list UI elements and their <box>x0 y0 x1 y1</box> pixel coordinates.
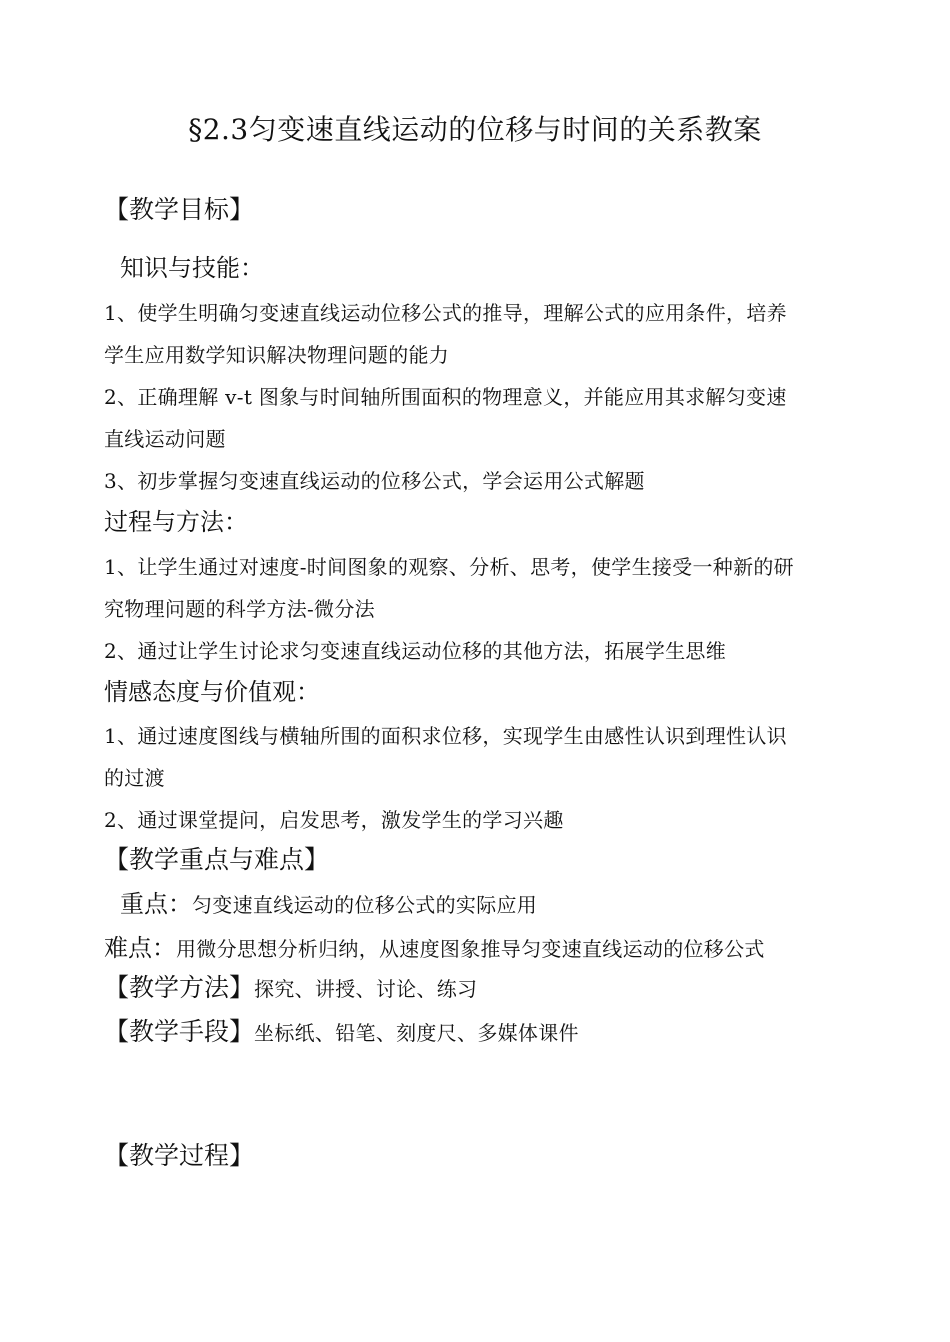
key-point-row <box>120 884 537 919</box>
emotion-item: 2、通过课堂提问，启发思考，激发学生的学习兴趣 <box>104 808 564 832</box>
page-title: §2.3匀变速直线运动的位移与时间的关系教案 <box>188 113 762 146</box>
difficult-point-label: 难点： <box>104 934 176 962</box>
knowledge-item: 1、使学生明确匀变速直线运动位移公式的推导，理解公式的应用条件，培养 <box>104 301 787 325</box>
method-heading: 【教学方法】 <box>104 973 255 1002</box>
objectives-heading: 【教学目标】 <box>104 195 255 224</box>
key-point-text: 匀变速直线运动的位移公式的实际应用 <box>192 893 538 917</box>
knowledge-heading: 知识与技能： <box>120 254 264 282</box>
key-points-heading: 【教学重点与难点】 <box>104 845 330 874</box>
emotion-item: 1、通过速度图线与横轴所围的面积求位移，实现学生由感性认识到理性认识 <box>104 724 787 748</box>
means-heading: 【教学手段】 <box>104 1017 255 1046</box>
process-item: 究物理问题的科学方法-微分法 <box>104 597 375 621</box>
teaching-process-heading: 【教学过程】 <box>104 1141 255 1170</box>
difficult-point-row <box>104 928 765 963</box>
means-row <box>104 1012 579 1048</box>
knowledge-item: 3、初步掌握匀变速直线运动的位移公式，学会运用公式解题 <box>104 469 645 493</box>
knowledge-item: 2、正确理解 v-t 图象与时间轴所围面积的物理意义，并能应用其求解匀变速 <box>104 385 787 409</box>
emotion-heading: 情感态度与价值观： <box>104 678 320 706</box>
method-row <box>104 968 477 1004</box>
method-text: 探究、讲授、讨论、练习 <box>254 977 478 1001</box>
knowledge-item: 学生应用数学知识解决物理问题的能力 <box>104 343 450 367</box>
means-text: 坐标纸、铅笔、刻度尺、多媒体课件 <box>254 1021 579 1045</box>
process-item: 2、通过让学生讨论求匀变速直线运动位移的其他方法，拓展学生思维 <box>104 639 727 663</box>
difficult-point-text: 用微分思想分析归纳，从速度图象推导匀变速直线运动的位移公式 <box>176 937 765 961</box>
process-heading: 过程与方法： <box>104 508 248 536</box>
emotion-item: 的过渡 <box>104 766 165 790</box>
process-item: 1、让学生通过对速度-时间图象的观察、分析、思考，使学生接受一种新的研 <box>104 555 794 579</box>
key-point-label: 重点： <box>120 890 192 918</box>
knowledge-item: 直线运动问题 <box>104 427 226 451</box>
